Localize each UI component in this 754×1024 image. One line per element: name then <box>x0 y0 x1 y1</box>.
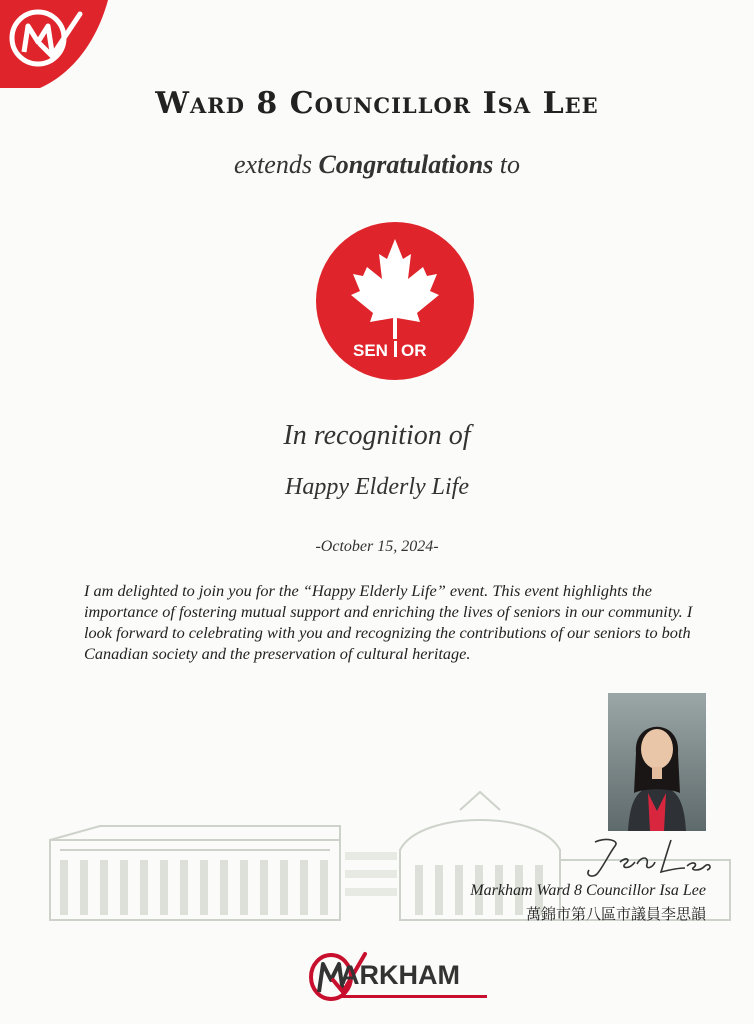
recognition-line: In recognition of <box>283 420 471 451</box>
handwritten-signature <box>575 832 725 880</box>
extends-congratulations <box>0 150 754 180</box>
signature-name-chinese: 萬錦市第八區市議員李思韻 <box>525 905 706 923</box>
senior-badge <box>315 221 475 381</box>
certificate-heading: Ward 8 Councillor Isa Lee <box>155 86 599 121</box>
message-body: I am delighted to join you for the “Happy Elderly Life” event. This event highlights the importance of fostering mutual support and enriching the lives of seniors in our community. I look forward to celebrating with you and recognizing the contributions of our seniors to both Canadian society and the preservation of cultural heritage. <box>84 581 693 663</box>
markham-wordmark: ARKHAM <box>340 960 460 990</box>
event-name: Happy Elderly Life <box>285 474 469 500</box>
to-word: to <box>499 150 521 179</box>
extends-word: extends <box>233 150 312 179</box>
event-date: -October 15, 2024- <box>315 538 439 555</box>
signature-name: Markham Ward 8 Councillor Isa Lee <box>470 882 706 899</box>
corner-markham-logo <box>0 0 110 90</box>
congratulations-word: Congratulations <box>318 150 494 179</box>
badge-label-right: OR <box>401 341 427 360</box>
badge-label-left: SEN <box>353 341 388 360</box>
